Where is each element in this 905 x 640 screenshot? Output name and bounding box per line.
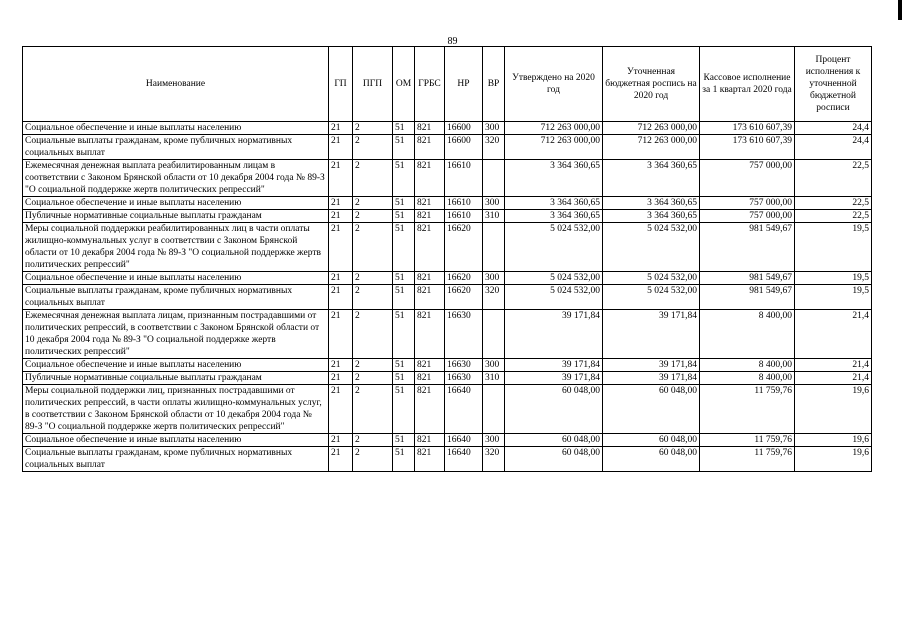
cell-nr: 16630 [445, 310, 483, 359]
cell-vr: 310 [483, 210, 505, 223]
table-row [23, 160, 872, 197]
cell-grbs: 821 [415, 160, 445, 197]
cell-grbs: 821 [415, 372, 445, 385]
cell-name: Меры социальной поддержки реабилитированных лиц в части оплаты жилищно-коммунальных услуг в соответствии с Законом Брянской области от 10 декабря 2004 года № 89-З "О социальной поддержке жертв политических репрессий" [23, 223, 329, 272]
cell-approved: 60 048,00 [505, 447, 603, 472]
cell-name: Ежемесячная денежная выплата лицам, признанным пострадавшими от политических репрессий, в соответствии с Законом Брянской области от 10 декабря 2004 года № 89-З "О социальной поддержке жертв политических репрессий" [23, 310, 329, 359]
cell-ppgp: 2 [353, 372, 393, 385]
cell-gp: 21 [329, 447, 353, 472]
cell-cash: 8 400,00 [700, 372, 795, 385]
cell-name: Социальное обеспечение и иные выплаты населению [23, 197, 329, 210]
cell-approved: 3 364 360,65 [505, 160, 603, 197]
cell-percent: 21,4 [795, 310, 872, 359]
cell-nr: 16600 [445, 135, 483, 160]
header-grbs: ГРБС [415, 47, 445, 122]
cell-om: 51 [393, 210, 415, 223]
cell-refined: 39 171,84 [603, 359, 700, 372]
cell-grbs: 821 [415, 272, 445, 285]
cell-cash: 757 000,00 [700, 160, 795, 197]
cell-approved: 39 171,84 [505, 310, 603, 359]
cell-om: 51 [393, 160, 415, 197]
page-number: 89 [447, 36, 458, 47]
cell-ppgp: 2 [353, 285, 393, 310]
cell-approved: 5 024 532,00 [505, 272, 603, 285]
table-row [23, 434, 872, 447]
cell-om: 51 [393, 372, 415, 385]
cell-gp: 21 [329, 434, 353, 447]
cell-approved: 712 263 000,00 [505, 135, 603, 160]
header-row [23, 47, 872, 122]
cell-cash: 11 759,76 [700, 447, 795, 472]
cell-vr: 320 [483, 447, 505, 472]
cell-vr [483, 385, 505, 434]
cell-gp: 21 [329, 223, 353, 272]
table-row [23, 135, 872, 160]
cell-refined: 712 263 000,00 [603, 135, 700, 160]
table-row [23, 310, 872, 359]
cell-grbs: 821 [415, 122, 445, 135]
cell-refined: 5 024 532,00 [603, 285, 700, 310]
cell-nr: 16630 [445, 372, 483, 385]
cell-cash: 11 759,76 [700, 385, 795, 434]
cell-vr [483, 160, 505, 197]
cell-grbs: 821 [415, 359, 445, 372]
header-gp: ГП [329, 47, 353, 122]
cell-cash: 173 610 607,39 [700, 135, 795, 160]
table-row [23, 285, 872, 310]
cell-ppgp: 2 [353, 359, 393, 372]
cell-percent: 24,4 [795, 135, 872, 160]
cell-percent: 19,6 [795, 385, 872, 434]
cell-ppgp: 2 [353, 160, 393, 197]
cell-gp: 21 [329, 135, 353, 160]
cell-grbs: 821 [415, 285, 445, 310]
cell-name: Социальное обеспечение и иные выплаты населению [23, 359, 329, 372]
cell-name: Публичные нормативные социальные выплаты гражданам [23, 372, 329, 385]
cell-cash: 981 549,67 [700, 285, 795, 310]
cell-om: 51 [393, 122, 415, 135]
cell-vr: 300 [483, 359, 505, 372]
cell-refined: 39 171,84 [603, 372, 700, 385]
cell-om: 51 [393, 223, 415, 272]
header-percent: Процент исполнения к уточненной бюджетной росписи [795, 47, 872, 122]
cell-gp: 21 [329, 372, 353, 385]
cell-grbs: 821 [415, 223, 445, 272]
header-cash: Кассовое исполнение за 1 квартал 2020 года [700, 47, 795, 122]
cell-ppgp: 2 [353, 197, 393, 210]
cell-grbs: 821 [415, 210, 445, 223]
cell-om: 51 [393, 359, 415, 372]
cell-nr: 16610 [445, 210, 483, 223]
cell-nr: 16600 [445, 122, 483, 135]
cell-refined: 5 024 532,00 [603, 223, 700, 272]
header-name: Наименование [23, 47, 329, 122]
cell-name: Социальное обеспечение и иные выплаты населению [23, 434, 329, 447]
cell-om: 51 [393, 135, 415, 160]
cell-ppgp: 2 [353, 272, 393, 285]
cell-cash: 981 549,67 [700, 272, 795, 285]
cell-om: 51 [393, 310, 415, 359]
cell-ppgp: 2 [353, 310, 393, 359]
cell-approved: 39 171,84 [505, 372, 603, 385]
cell-ppgp: 2 [353, 122, 393, 135]
cell-nr: 16610 [445, 160, 483, 197]
cell-nr: 16630 [445, 359, 483, 372]
cell-vr: 300 [483, 122, 505, 135]
cell-vr: 310 [483, 372, 505, 385]
cell-percent: 19,6 [795, 434, 872, 447]
budget-table [22, 46, 872, 472]
cell-grbs: 821 [415, 135, 445, 160]
cell-om: 51 [393, 272, 415, 285]
scan-edge-mark [898, 0, 902, 20]
cell-gp: 21 [329, 160, 353, 197]
cell-percent: 21,4 [795, 359, 872, 372]
cell-percent: 19,5 [795, 223, 872, 272]
table-row [23, 385, 872, 434]
cell-grbs: 821 [415, 385, 445, 434]
cell-cash: 8 400,00 [700, 310, 795, 359]
cell-grbs: 821 [415, 434, 445, 447]
cell-nr: 16620 [445, 223, 483, 272]
cell-approved: 60 048,00 [505, 385, 603, 434]
cell-grbs: 821 [415, 310, 445, 359]
cell-refined: 60 048,00 [603, 434, 700, 447]
cell-name: Ежемесячная денежная выплата реабилитированным лицам в соответствии с Законом Брянской области от 10 декабря 2004 года № 89-З "О социальной поддержке жертв политических репрессий" [23, 160, 329, 197]
cell-name: Меры социальной поддержки лиц, признанных пострадавшими от политических репрессий, в части оплаты жилищно-коммунальных услуг, в соответствии с Законом Брянской области от 10 декабря 2004 года № 89-З "О социальной поддержке жертв политических репрессий" [23, 385, 329, 434]
cell-refined: 712 263 000,00 [603, 122, 700, 135]
header-ppgp: ПГП [353, 47, 393, 122]
cell-name: Социальные выплаты гражданам, кроме публичных нормативных социальных выплат [23, 135, 329, 160]
cell-om: 51 [393, 197, 415, 210]
cell-gp: 21 [329, 310, 353, 359]
cell-vr: 300 [483, 272, 505, 285]
table-row [23, 272, 872, 285]
cell-cash: 11 759,76 [700, 434, 795, 447]
cell-ppgp: 2 [353, 434, 393, 447]
cell-percent: 24,4 [795, 122, 872, 135]
cell-nr: 16640 [445, 434, 483, 447]
cell-refined: 5 024 532,00 [603, 272, 700, 285]
cell-gp: 21 [329, 272, 353, 285]
table-row [23, 122, 872, 135]
cell-nr: 16610 [445, 197, 483, 210]
cell-approved: 60 048,00 [505, 434, 603, 447]
cell-percent: 19,5 [795, 285, 872, 310]
table-row [23, 197, 872, 210]
cell-gp: 21 [329, 197, 353, 210]
cell-cash: 8 400,00 [700, 359, 795, 372]
cell-name: Публичные нормативные социальные выплаты гражданам [23, 210, 329, 223]
cell-cash: 981 549,67 [700, 223, 795, 272]
cell-approved: 5 024 532,00 [505, 285, 603, 310]
cell-refined: 60 048,00 [603, 447, 700, 472]
table-row [23, 372, 872, 385]
cell-gp: 21 [329, 122, 353, 135]
cell-approved: 39 171,84 [505, 359, 603, 372]
cell-om: 51 [393, 447, 415, 472]
cell-percent: 19,5 [795, 272, 872, 285]
cell-nr: 16620 [445, 272, 483, 285]
cell-vr [483, 223, 505, 272]
header-nr: НР [445, 47, 483, 122]
cell-nr: 16640 [445, 385, 483, 434]
table-row [23, 223, 872, 272]
cell-gp: 21 [329, 359, 353, 372]
cell-nr: 16640 [445, 447, 483, 472]
cell-cash: 757 000,00 [700, 197, 795, 210]
cell-refined: 39 171,84 [603, 310, 700, 359]
header-approved: Утверждено на 2020 год [505, 47, 603, 122]
cell-ppgp: 2 [353, 447, 393, 472]
cell-refined: 3 364 360,65 [603, 210, 700, 223]
cell-vr: 320 [483, 135, 505, 160]
cell-name: Социальное обеспечение и иные выплаты населению [23, 272, 329, 285]
cell-gp: 21 [329, 210, 353, 223]
cell-gp: 21 [329, 385, 353, 434]
cell-name: Социальные выплаты гражданам, кроме публичных нормативных социальных выплат [23, 285, 329, 310]
table-header [23, 47, 872, 122]
cell-percent: 19,6 [795, 447, 872, 472]
cell-om: 51 [393, 385, 415, 434]
cell-name: Социальное обеспечение и иные выплаты населению [23, 122, 329, 135]
cell-percent: 22,5 [795, 160, 872, 197]
cell-om: 51 [393, 434, 415, 447]
cell-approved: 5 024 532,00 [505, 223, 603, 272]
cell-cash: 173 610 607,39 [700, 122, 795, 135]
cell-ppgp: 2 [353, 210, 393, 223]
cell-refined: 60 048,00 [603, 385, 700, 434]
cell-ppgp: 2 [353, 223, 393, 272]
cell-approved: 3 364 360,65 [505, 197, 603, 210]
cell-vr: 320 [483, 285, 505, 310]
header-refined: Уточненная бюджетная роспись на 2020 год [603, 47, 700, 122]
header-vr: ВР [483, 47, 505, 122]
header-om: ОМ [393, 47, 415, 122]
cell-refined: 3 364 360,65 [603, 197, 700, 210]
table-body [23, 122, 872, 472]
cell-name: Социальные выплаты гражданам, кроме публичных нормативных социальных выплат [23, 447, 329, 472]
cell-percent: 22,5 [795, 197, 872, 210]
table-row [23, 210, 872, 223]
cell-approved: 712 263 000,00 [505, 122, 603, 135]
table-row [23, 359, 872, 372]
cell-vr [483, 310, 505, 359]
cell-om: 51 [393, 285, 415, 310]
cell-grbs: 821 [415, 197, 445, 210]
cell-percent: 21,4 [795, 372, 872, 385]
cell-nr: 16620 [445, 285, 483, 310]
cell-ppgp: 2 [353, 135, 393, 160]
cell-percent: 22,5 [795, 210, 872, 223]
cell-refined: 3 364 360,65 [603, 160, 700, 197]
cell-cash: 757 000,00 [700, 210, 795, 223]
cell-vr: 300 [483, 434, 505, 447]
cell-ppgp: 2 [353, 385, 393, 434]
cell-gp: 21 [329, 285, 353, 310]
table-row [23, 447, 872, 472]
cell-vr: 300 [483, 197, 505, 210]
cell-grbs: 821 [415, 447, 445, 472]
cell-approved: 3 364 360,65 [505, 210, 603, 223]
